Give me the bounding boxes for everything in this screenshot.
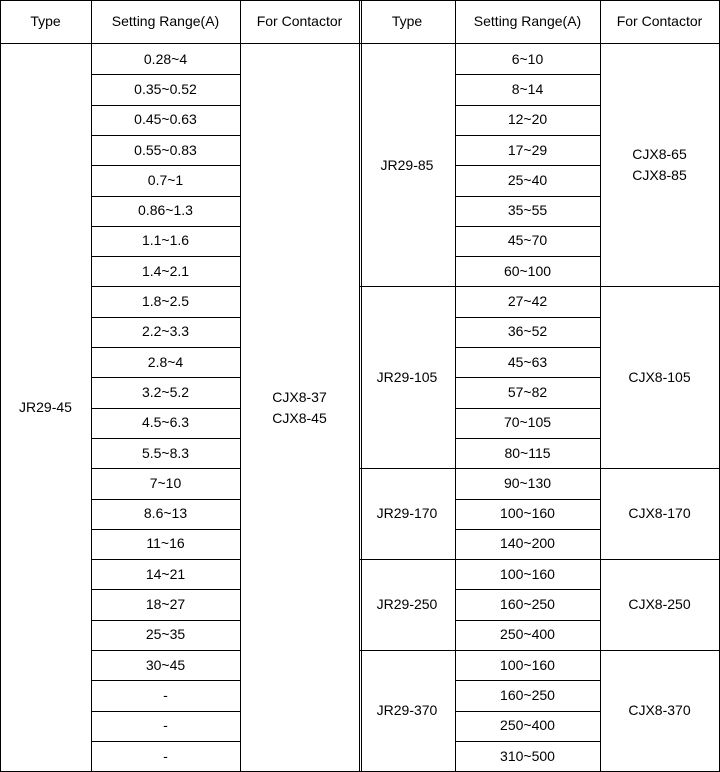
left-range-cell-text: 2.8~4 — [147, 353, 184, 370]
right-range-cell-text: 60~100 — [503, 262, 552, 279]
header-setting-range — [455, 0, 600, 43]
header-for-contactor — [600, 0, 719, 43]
row-separator — [91, 711, 240, 712]
right-range-cell-text: 100~160 — [500, 565, 555, 582]
row-separator — [91, 650, 240, 651]
left-range-cell-text: - — [163, 747, 168, 764]
left-type-cell-text: JR29-45 — [19, 399, 72, 416]
right-contactor-cell-text: CJX8-370 — [628, 702, 691, 719]
right-range-cell — [455, 499, 600, 529]
right-type-cell-text: JR29-370 — [376, 702, 438, 719]
left-range-cell — [91, 165, 240, 195]
right-range-cell — [455, 135, 600, 165]
left-range-cell — [91, 620, 240, 650]
right-range-cell — [455, 74, 600, 104]
right-type-cell-text: JR29-170 — [376, 505, 438, 522]
right-range-cell — [455, 559, 600, 589]
left-range-cell — [91, 196, 240, 226]
row-separator — [455, 589, 600, 590]
right-contactor-cell-text: CJX8-250 — [628, 596, 691, 613]
header-type-text: Type — [391, 13, 423, 29]
right-range-cell-text: 140~200 — [500, 535, 555, 552]
right-range-cell — [455, 680, 600, 710]
right-contactor-cell — [600, 468, 719, 559]
right-range-cell — [455, 438, 600, 468]
row-separator — [91, 438, 240, 439]
row-separator — [91, 135, 240, 136]
column-border — [240, 0, 241, 772]
left-range-cell-text: 1.4~2.1 — [141, 262, 190, 279]
row-separator — [91, 529, 240, 530]
right-range-cell-text: 35~55 — [507, 202, 548, 219]
left-range-cell — [91, 650, 240, 680]
row-separator — [91, 105, 240, 106]
right-range-cell — [455, 529, 600, 559]
right-range-cell-text: 90~130 — [503, 474, 552, 491]
right-range-cell-text: 27~42 — [507, 293, 548, 310]
right-range-cell-text: 45~63 — [507, 353, 548, 370]
right-range-cell-text: 36~52 — [507, 323, 548, 340]
left-range-cell — [91, 256, 240, 286]
left-range-cell — [91, 74, 240, 104]
right-range-cell-text: 25~40 — [507, 171, 548, 188]
left-range-cell-text: 0.45~0.63 — [134, 111, 197, 128]
left-range-cell — [91, 317, 240, 347]
right-range-cell-text: 100~160 — [500, 505, 555, 522]
left-range-cell — [91, 44, 240, 74]
column-border — [91, 0, 92, 772]
right-contactor-cell-text: CJX8-65 — [632, 146, 687, 163]
left-range-cell-text: 0.28~4 — [143, 50, 188, 67]
right-range-cell-text: 160~250 — [500, 686, 555, 703]
right-contactor-cell — [600, 44, 719, 286]
row-separator — [91, 286, 240, 287]
row-separator — [455, 74, 600, 75]
row-separator — [455, 741, 600, 742]
left-range-cell — [91, 711, 240, 741]
right-range-cell — [455, 44, 600, 74]
row-separator — [91, 468, 240, 469]
left-range-cell — [91, 105, 240, 135]
left-range-cell-text: 25~35 — [145, 626, 186, 643]
row-separator — [91, 589, 240, 590]
left-contactor-cell — [240, 44, 359, 771]
header-setting-range-text: Setting Range(A) — [473, 13, 582, 29]
left-range-cell-text: - — [163, 686, 168, 703]
row-separator — [455, 408, 600, 409]
row-separator — [455, 226, 600, 227]
right-range-cell — [455, 165, 600, 195]
header-type — [0, 0, 91, 43]
row-separator — [455, 165, 600, 166]
left-contactor-cell-text: CJX8-37 — [272, 388, 327, 405]
right-range-cell-text: 12~20 — [507, 111, 548, 128]
left-range-cell-text: 0.55~0.83 — [134, 141, 197, 158]
left-range-cell — [91, 377, 240, 407]
left-range-cell — [91, 408, 240, 438]
right-contactor-cell — [600, 286, 719, 468]
right-range-cell — [455, 377, 600, 407]
row-separator — [455, 347, 600, 348]
row-separator — [455, 317, 600, 318]
left-range-cell-text: 1.1~1.6 — [141, 232, 190, 249]
left-range-cell-text: 1.8~2.5 — [141, 293, 190, 310]
row-separator — [455, 529, 600, 530]
right-range-cell — [455, 105, 600, 135]
column-border — [455, 0, 456, 772]
right-range-cell-text: 45~70 — [507, 232, 548, 249]
right-range-cell-text: 160~250 — [500, 596, 555, 613]
left-range-cell — [91, 499, 240, 529]
row-separator — [91, 377, 240, 378]
row-separator — [91, 499, 240, 500]
right-contactor-cell-text: CJX8-85 — [632, 167, 687, 184]
row-separator — [91, 680, 240, 681]
header-for-contactor — [240, 0, 359, 43]
header-type — [359, 0, 455, 43]
left-range-cell-text: 0.7~1 — [147, 171, 184, 188]
left-range-cell-text: 2.2~3.3 — [141, 323, 190, 340]
row-separator — [455, 499, 600, 500]
right-range-cell — [455, 589, 600, 619]
left-range-cell — [91, 741, 240, 771]
top-border — [0, 0, 720, 1]
row-separator — [91, 620, 240, 621]
column-border — [0, 0, 1, 772]
column-border — [359, 0, 360, 772]
right-type-cell-text: JR29-105 — [376, 368, 438, 385]
right-type-cell-text: JR29-250 — [376, 596, 438, 613]
right-contactor-cell — [600, 650, 719, 771]
left-range-cell-text: 0.35~0.52 — [134, 80, 197, 97]
right-range-cell — [455, 286, 600, 316]
right-type-cell — [359, 286, 455, 468]
column-border — [600, 0, 601, 772]
left-range-cell — [91, 286, 240, 316]
left-range-cell — [91, 135, 240, 165]
header-setting-range-text: Setting Range(A) — [111, 13, 220, 29]
left-range-cell-text: 18~27 — [145, 596, 186, 613]
left-range-cell-text: 7~10 — [149, 474, 182, 491]
right-type-cell-text: JR29-85 — [380, 156, 434, 173]
row-separator — [455, 620, 600, 621]
left-range-cell-text: 14~21 — [145, 565, 186, 582]
right-range-cell-text: 80~115 — [504, 444, 551, 461]
row-separator — [455, 135, 600, 136]
right-range-cell — [455, 711, 600, 741]
left-range-cell — [91, 529, 240, 559]
right-range-cell-text: 8~14 — [511, 80, 544, 97]
right-range-cell — [455, 347, 600, 377]
left-type-cell — [0, 44, 91, 771]
left-contactor-cell-text: CJX8-45 — [272, 409, 327, 426]
row-separator — [91, 741, 240, 742]
column-border — [361, 0, 362, 772]
left-range-cell — [91, 226, 240, 256]
right-range-cell-text: 70~105 — [503, 414, 552, 431]
right-range-cell — [455, 620, 600, 650]
left-range-cell-text: 30~45 — [145, 656, 186, 673]
left-range-cell-text: 3.2~5.2 — [141, 383, 190, 400]
left-range-cell-text: 4.5~6.3 — [141, 414, 190, 431]
right-contactor-cell-text: CJX8-170 — [628, 505, 691, 522]
left-range-cell — [91, 559, 240, 589]
right-range-cell — [455, 408, 600, 438]
right-contactor-cell — [600, 559, 719, 650]
right-range-cell — [455, 196, 600, 226]
left-range-cell-text: 0.86~1.3 — [138, 202, 193, 219]
right-range-cell-text: 310~500 — [500, 747, 555, 764]
right-range-cell — [455, 468, 600, 498]
left-range-cell — [91, 438, 240, 468]
row-separator — [91, 165, 240, 166]
row-separator — [455, 256, 600, 257]
right-range-cell — [455, 226, 600, 256]
header-type-text: Type — [30, 13, 61, 29]
row-separator — [91, 347, 240, 348]
right-range-cell — [455, 741, 600, 771]
right-type-cell — [359, 650, 455, 771]
row-separator — [455, 377, 600, 378]
row-separator — [455, 711, 600, 712]
right-type-cell — [359, 559, 455, 650]
row-separator — [91, 226, 240, 227]
right-range-cell-text: 6~10 — [511, 50, 544, 67]
row-separator — [91, 74, 240, 75]
header-setting-range — [91, 0, 240, 43]
row-separator — [455, 680, 600, 681]
row-separator — [455, 196, 600, 197]
row-separator — [455, 105, 600, 106]
left-range-cell-text: 8.6~13 — [143, 505, 188, 522]
right-range-cell-text: 57~82 — [507, 383, 548, 400]
row-separator — [91, 317, 240, 318]
right-range-cell-text: 100~160 — [500, 656, 555, 673]
left-range-cell — [91, 468, 240, 498]
left-range-cell — [91, 347, 240, 377]
right-range-cell-text: 250~400 — [500, 626, 555, 643]
right-range-cell — [455, 317, 600, 347]
row-separator — [91, 196, 240, 197]
left-range-cell-text: - — [163, 717, 168, 734]
right-range-cell-text: 17~29 — [507, 141, 548, 158]
row-separator — [91, 559, 240, 560]
left-range-cell-text: 5.5~8.3 — [141, 444, 190, 461]
left-range-cell-text: 11~16 — [146, 535, 185, 552]
row-separator — [91, 408, 240, 409]
right-range-cell-text: 250~400 — [500, 717, 555, 734]
left-range-cell — [91, 680, 240, 710]
header-for-contactor-text: For Contactor — [616, 13, 703, 29]
row-separator — [91, 256, 240, 257]
header-for-contactor-text: For Contactor — [256, 13, 343, 29]
right-contactor-cell-text: CJX8-105 — [628, 368, 691, 385]
left-range-cell — [91, 589, 240, 619]
right-range-cell — [455, 256, 600, 286]
right-range-cell — [455, 650, 600, 680]
row-separator — [455, 438, 600, 439]
right-type-cell — [359, 44, 455, 286]
right-type-cell — [359, 468, 455, 559]
header-bottom-border — [0, 43, 720, 44]
